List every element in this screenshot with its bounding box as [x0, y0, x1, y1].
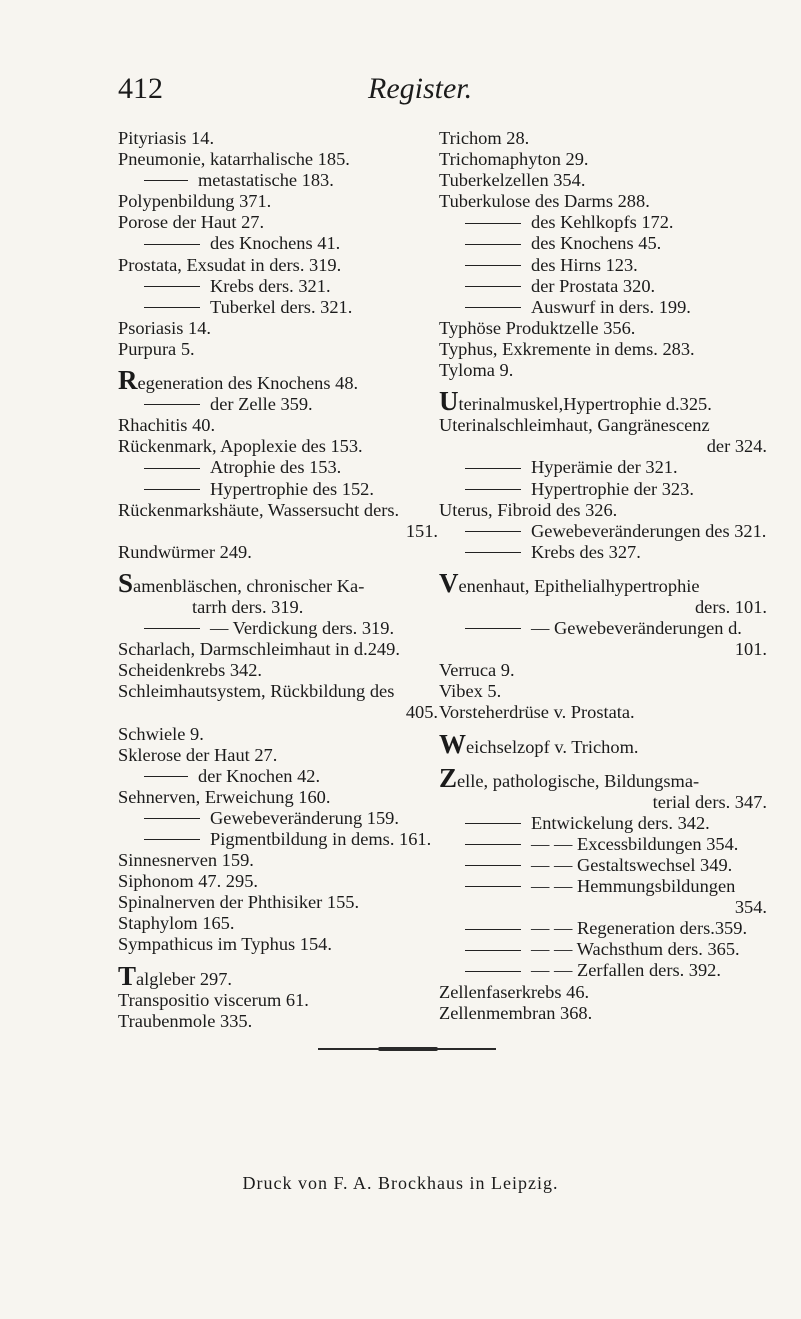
index-entry-continuation: 151.	[405, 520, 438, 541]
dash-rule	[465, 886, 521, 887]
dash-rule	[144, 244, 200, 245]
index-subentry: — Gewebeveränderungen d.	[439, 618, 767, 639]
page-header	[0, 72, 801, 112]
index-entry: Traubenmole 335.	[118, 1010, 253, 1031]
running-title: Register.	[368, 72, 473, 105]
index-entry: Vibex 5.	[439, 681, 502, 702]
index-entry: Polypenbildung 371.	[118, 191, 272, 212]
dash-rule	[465, 971, 521, 972]
page-number: 412	[118, 72, 163, 105]
index-subentry: Gewebeveränderung 159.	[118, 808, 438, 829]
index-entry: Rhachitis 40.	[118, 415, 216, 436]
dash-rule	[465, 552, 521, 553]
index-subentry: der Zelle 359.	[118, 394, 438, 415]
index-entry: Regeneration des Knochens 48.	[118, 365, 359, 396]
dash-rule	[465, 244, 521, 245]
index-subentry: — — Gestaltswechsel 349.	[439, 855, 767, 876]
index-entry: Pneumonie, katarrhalische 185.	[118, 149, 350, 170]
index-entry: Spinalnerven der Phthisiker 155.	[118, 892, 360, 913]
index-entry: Staphylom 165.	[118, 913, 235, 934]
index-subentry: Krebs des 327.	[439, 542, 767, 563]
index-entry-continuation: 405.	[405, 702, 438, 723]
index-subentry: metastatische 183.	[118, 170, 438, 191]
index-subentry: — — Zerfallen ders. 392.	[439, 960, 767, 981]
dash-rule	[465, 489, 521, 490]
index-subentry: — Verdickung ders. 319.	[118, 618, 438, 639]
index-column-right	[439, 128, 767, 1024]
index-entry-continuation: der 324.	[706, 436, 767, 457]
dash-rule	[144, 307, 200, 308]
index-subentry: Gewebeveränderungen des 321.	[439, 521, 767, 542]
index-entry: Venenhaut, Epithelialhypertrophie	[439, 567, 700, 598]
index-subentry: des Kehlkopfs 172.	[439, 212, 767, 233]
section-initial: Z	[439, 762, 458, 793]
index-subentry: der Prostata 320.	[439, 276, 767, 297]
index-entry: Scheidenkrebs 342.	[118, 660, 263, 681]
index-entry: Rundwürmer 249.	[118, 541, 252, 562]
index-entry: Uterinalschleimhaut, Gangränescenz	[439, 415, 710, 436]
index-entry: Tyloma 9.	[439, 360, 514, 381]
index-subentry: Tuberkel ders. 321.	[118, 297, 438, 318]
dash-rule	[465, 286, 521, 287]
dash-rule	[465, 929, 521, 930]
dash-rule	[465, 307, 521, 308]
index-subentry: Hypertrophie der 323.	[439, 479, 767, 500]
ornamental-rule	[318, 1048, 496, 1050]
index-entry: Scharlach, Darmschleimhaut in d.249.	[118, 639, 400, 660]
index-entry: Zelle, pathologische, Bildungsma-	[439, 762, 700, 793]
index-subentry: Auswurf in ders. 199.	[439, 297, 767, 318]
section-initial: V	[439, 567, 459, 598]
index-entry: Sinnesnerven 159.	[118, 850, 254, 871]
index-entry: Sehnerven, Erweichung 160.	[118, 786, 331, 807]
index-subentry: Pigmentbildung in dems. 161.	[118, 829, 438, 850]
dash-rule	[465, 823, 521, 824]
index-entry: Verruca 9.	[439, 660, 515, 681]
index-entry: Uterus, Fibroid des 326.	[439, 499, 618, 520]
dash-rule	[144, 468, 200, 469]
section-initial: W	[439, 728, 466, 759]
index-entry: Uterinalmuskel,Hypertrophie d.325.	[439, 386, 712, 417]
index-entry: Purpura 5.	[118, 338, 195, 359]
dash-rule	[465, 468, 521, 469]
index-subentry: der Knochen 42.	[118, 766, 438, 787]
dash-rule	[144, 776, 188, 777]
index-entry: Tuberkulose des Darms 288.	[439, 191, 650, 212]
index-entry-continuation: tarrh ders. 319.	[192, 596, 304, 617]
dash-rule	[465, 865, 521, 866]
index-entry: Sklerose der Haut 27.	[118, 744, 278, 765]
dash-rule	[144, 818, 200, 819]
index-subentry: — — Excessbildungen 354.	[439, 834, 767, 855]
index-entry-continuation: 354.	[734, 897, 767, 918]
dash-rule	[465, 844, 521, 845]
index-entry-continuation: terial ders. 347.	[652, 791, 767, 812]
dash-rule	[144, 286, 200, 287]
index-entry-continuation: ders. 101.	[694, 596, 767, 617]
index-entry: Transpositio viscerum 61.	[118, 989, 309, 1010]
dash-rule	[144, 404, 200, 405]
index-entry: Zellenmembran 368.	[439, 1002, 593, 1023]
index-entry: Rückenmark, Apoplexie des 153.	[118, 436, 363, 457]
index-entry: Psoriasis 14.	[118, 317, 211, 338]
dash-rule	[465, 950, 521, 951]
dash-rule	[465, 531, 521, 532]
dash-rule	[144, 839, 200, 840]
index-subentry: des Hirns 123.	[439, 255, 767, 276]
index-entry: Trichomaphyton 29.	[439, 149, 589, 170]
section-initial: U	[439, 386, 459, 417]
index-subentry: — — Hemmungsbildungen	[439, 876, 767, 897]
index-subentry: Hypertrophie des 152.	[118, 479, 438, 500]
index-entry: Sympathicus im Typhus 154.	[118, 934, 332, 955]
index-entry: Rückenmarkshäute, Wassersucht ders.	[118, 499, 400, 520]
index-column-left	[118, 128, 438, 1032]
index-subentry: — — Wachsthum ders. 365.	[439, 939, 767, 960]
index-entry: Tuberkelzellen 354.	[439, 170, 586, 191]
index-entry: Porose der Haut 27.	[118, 212, 265, 233]
dash-rule	[144, 180, 188, 181]
index-subentry: Atrophie des 153.	[118, 457, 438, 478]
section-initial: T	[118, 960, 137, 991]
section-initial: R	[118, 365, 138, 396]
index-entry: Schwiele 9.	[118, 723, 204, 744]
index-subentry: Krebs ders. 321.	[118, 276, 438, 297]
index-entry: Pityriasis 14.	[118, 128, 215, 148]
printer-imprint: Druck von F. A. Brockhaus in Leipzig.	[242, 1173, 559, 1193]
index-subentry: Entwickelung ders. 342.	[439, 813, 767, 834]
dash-rule	[144, 628, 200, 629]
index-entry: Typhus, Exkremente in dems. 283.	[439, 338, 695, 359]
section-initial: S	[118, 567, 134, 598]
index-entry: Siphonom 47. 295.	[118, 871, 258, 892]
dash-rule	[465, 265, 521, 266]
index-entry: Typhöse Produktzelle 356.	[439, 317, 636, 338]
index-subentry: — — Regeneration ders.359.	[439, 918, 767, 939]
index-entry: Weichselzopf v. Trichom.	[439, 728, 639, 759]
index-entry: Prostata, Exsudat in ders. 319.	[118, 254, 342, 275]
dash-rule	[465, 223, 521, 224]
index-entry: Zellenfaserkrebs 46.	[439, 981, 590, 1002]
index-entry: Samenbläschen, chronischer Ka-	[118, 567, 365, 598]
index-subentry: Hyperämie der 321.	[439, 457, 767, 478]
index-subentry: des Knochens 41.	[118, 233, 438, 254]
index-entry: Schleimhautsystem, Rückbildung des	[118, 681, 395, 702]
index-entry: Trichom 28.	[439, 128, 530, 148]
index-subentry: des Knochens 45.	[439, 233, 767, 254]
dash-rule	[465, 628, 521, 629]
index-entry-continuation: 101.	[734, 639, 767, 660]
index-entry: Vorsteherdrüse v. Prostata.	[439, 702, 635, 723]
dash-rule	[144, 489, 200, 490]
index-entry: Talgleber 297.	[118, 960, 233, 991]
